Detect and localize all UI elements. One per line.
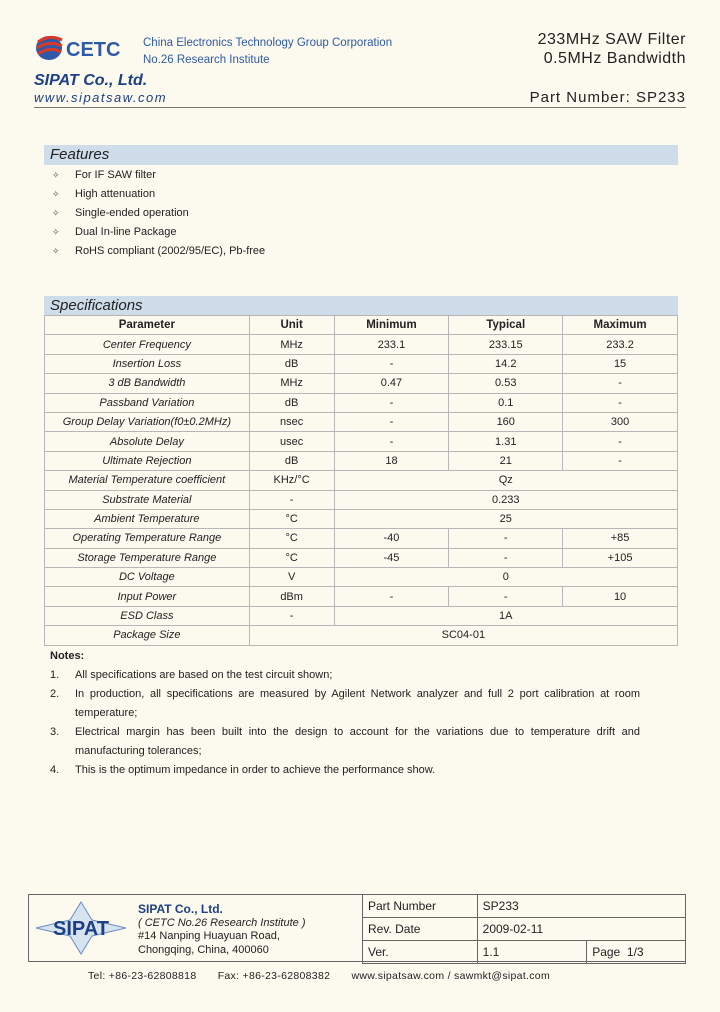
cell-typical: 1.31 bbox=[449, 432, 563, 451]
diamond-bullet-icon: ✧ bbox=[52, 189, 60, 199]
cell-minimum: - bbox=[334, 587, 449, 606]
cell-parameter: Group Delay Variation(f0±0.2MHz) bbox=[45, 412, 250, 431]
version-label: Ver. bbox=[363, 941, 478, 964]
table-row bbox=[45, 587, 678, 606]
organization-name bbox=[143, 35, 392, 69]
cell-minimum: -45 bbox=[334, 548, 449, 567]
cell-minimum: - bbox=[334, 354, 449, 373]
cell-parameter: Center Frequency bbox=[45, 335, 250, 354]
cell-typical: - bbox=[449, 548, 563, 567]
table-row bbox=[45, 529, 678, 548]
feature-item bbox=[52, 223, 265, 242]
footer-company bbox=[138, 903, 306, 957]
cell-maximum: - bbox=[563, 451, 678, 470]
notes bbox=[50, 647, 640, 780]
rev-date-label: Rev. Date bbox=[363, 918, 478, 941]
note-item bbox=[50, 685, 640, 723]
cell-unit: °C bbox=[249, 509, 334, 528]
cell-parameter: Material Temperature coefficient bbox=[45, 471, 250, 490]
features-list bbox=[52, 166, 265, 261]
note-number: 2. bbox=[50, 688, 60, 700]
cell-unit: V bbox=[249, 568, 334, 587]
part-number-value: SP233 bbox=[477, 895, 685, 918]
footer-address-line1: #14 Nanping Huayuan Road, bbox=[138, 930, 280, 942]
header-typical: Typical bbox=[449, 316, 563, 335]
cell-typical: 233.15 bbox=[449, 335, 563, 354]
cell-typical: 160 bbox=[449, 412, 563, 431]
table-row bbox=[45, 335, 678, 354]
table-row bbox=[45, 451, 678, 470]
cell-typical: - bbox=[449, 529, 563, 548]
cell-unit: - bbox=[249, 606, 334, 625]
cell-maximum: - bbox=[563, 393, 678, 412]
cell-parameter: Storage Temperature Range bbox=[45, 548, 250, 567]
sipat-logo-text: SIPAT bbox=[53, 918, 109, 940]
cell-minimum: - bbox=[334, 412, 449, 431]
note-number: 1. bbox=[50, 669, 60, 681]
feature-text: For IF SAW filter bbox=[75, 169, 156, 181]
cell-value-merged: 1A bbox=[334, 606, 677, 625]
organization-line2: No.26 Research Institute bbox=[143, 54, 270, 66]
features-heading: Features bbox=[44, 145, 678, 165]
header-minimum: Minimum bbox=[334, 316, 449, 335]
contact-tel: Tel: +86-23-62808818 bbox=[88, 970, 197, 982]
feature-text: RoHS compliant (2002/95/EC), Pb-free bbox=[75, 245, 266, 257]
diamond-bullet-icon: ✧ bbox=[52, 170, 60, 180]
note-text: This is the optimum impedance in order to achieve the performance show. bbox=[75, 764, 436, 776]
table-row bbox=[45, 471, 678, 490]
company-website[interactable]: www.sipatsaw.com bbox=[34, 90, 168, 105]
cetc-logo bbox=[34, 30, 134, 66]
table-row bbox=[45, 548, 678, 567]
diamond-bullet-icon: ✧ bbox=[52, 208, 60, 218]
diamond-bullet-icon: ✧ bbox=[52, 227, 60, 237]
cell-typical: 0.53 bbox=[449, 374, 563, 393]
cell-value-merged: Qz bbox=[334, 471, 677, 490]
cell-parameter: 3 dB Bandwidth bbox=[45, 374, 250, 393]
document-info-table bbox=[362, 894, 686, 964]
cell-unit: dB bbox=[249, 393, 334, 412]
cell-parameter: Package Size bbox=[45, 626, 250, 645]
diamond-bullet-icon: ✧ bbox=[52, 246, 60, 256]
cell-unit: KHz/°C bbox=[249, 471, 334, 490]
cell-parameter: Passband Variation bbox=[45, 393, 250, 412]
header-divider bbox=[34, 107, 686, 108]
cell-maximum: - bbox=[563, 374, 678, 393]
header-maximum: Maximum bbox=[563, 316, 678, 335]
feature-item bbox=[52, 185, 265, 204]
feature-item bbox=[52, 204, 265, 223]
product-line2: 0.5MHz Bandwidth bbox=[543, 50, 686, 67]
version-value: 1.1 bbox=[477, 941, 587, 964]
product-title bbox=[538, 30, 686, 68]
cell-unit: MHz bbox=[249, 374, 334, 393]
cell-unit: °C bbox=[249, 529, 334, 548]
cell-minimum: -40 bbox=[334, 529, 449, 548]
cell-minimum: 18 bbox=[334, 451, 449, 470]
notes-heading: Notes: bbox=[50, 650, 85, 662]
cell-value-merged: 0.233 bbox=[334, 490, 677, 509]
table-row bbox=[45, 412, 678, 431]
company-name: SIPAT Co., Ltd. bbox=[34, 72, 148, 89]
footer-company-subtitle: ( CETC No.26 Research Institute ) bbox=[138, 916, 306, 929]
cell-minimum: - bbox=[334, 393, 449, 412]
note-text: All specifications are based on the test circuit shown; bbox=[75, 669, 333, 681]
cell-parameter: DC Voltage bbox=[45, 568, 250, 587]
cell-maximum: +105 bbox=[563, 548, 678, 567]
table-row bbox=[45, 354, 678, 373]
cell-parameter: Absolute Delay bbox=[45, 432, 250, 451]
cell-typical: 0.1 bbox=[449, 393, 563, 412]
table-row bbox=[45, 432, 678, 451]
cell-maximum: 15 bbox=[563, 354, 678, 373]
cell-unit: nsec bbox=[249, 412, 334, 431]
cell-maximum: - bbox=[563, 432, 678, 451]
specifications-heading: Specifications bbox=[44, 296, 678, 316]
cell-unit: MHz bbox=[249, 335, 334, 354]
cell-parameter: Operating Temperature Range bbox=[45, 529, 250, 548]
cell-unit: usec bbox=[249, 432, 334, 451]
feature-text: Single-ended operation bbox=[75, 207, 189, 219]
note-text: In production, all specifications are measured by Agilent Network analyzer and full 2 port calibration at room temperature; bbox=[75, 688, 640, 719]
part-number: Part Number: SP233 bbox=[529, 89, 686, 106]
part-number-label: Part Number bbox=[363, 895, 478, 918]
cell-parameter: Insertion Loss bbox=[45, 354, 250, 373]
cell-typical: - bbox=[449, 587, 563, 606]
note-number: 4. bbox=[50, 764, 60, 776]
cell-maximum: 233.2 bbox=[563, 335, 678, 354]
cell-value-merged: 25 bbox=[334, 509, 677, 528]
table-row bbox=[45, 626, 678, 645]
contact-web-email[interactable]: www.sipatsaw.com / sawmkt@sipat.com bbox=[351, 970, 550, 982]
table-row bbox=[45, 568, 678, 587]
cell-parameter: Input Power bbox=[45, 587, 250, 606]
note-number: 3. bbox=[50, 726, 60, 738]
cell-parameter: Ambient Temperature bbox=[45, 509, 250, 528]
feature-item bbox=[52, 242, 265, 261]
feature-item bbox=[52, 166, 265, 185]
cetc-logo-text: CETC bbox=[66, 39, 121, 61]
cell-value-merged: 0 bbox=[334, 568, 677, 587]
cell-unit: dB bbox=[249, 354, 334, 373]
page-value: 1/3 bbox=[626, 945, 644, 959]
table-row bbox=[45, 393, 678, 412]
page-indicator bbox=[587, 941, 686, 964]
table-row bbox=[45, 606, 678, 625]
page-label: Page bbox=[592, 945, 621, 959]
specifications-table bbox=[44, 315, 678, 646]
cell-unit: dB bbox=[249, 451, 334, 470]
cell-typical: 21 bbox=[449, 451, 563, 470]
product-line1: 233MHz SAW Filter bbox=[537, 31, 686, 48]
cell-maximum: +85 bbox=[563, 529, 678, 548]
footer-address-line2: Chongqing, China, 400060 bbox=[138, 943, 269, 956]
feature-text: High attenuation bbox=[75, 188, 156, 200]
note-item bbox=[50, 666, 640, 685]
cell-value-merged: SC04-01 bbox=[249, 626, 677, 645]
cell-parameter: Substrate Material bbox=[45, 490, 250, 509]
feature-text: Dual In-line Package bbox=[75, 226, 177, 238]
cell-parameter: ESD Class bbox=[45, 606, 250, 625]
note-item bbox=[50, 761, 640, 780]
table-row bbox=[45, 374, 678, 393]
sipat-logo bbox=[34, 900, 128, 956]
cell-minimum: 0.47 bbox=[334, 374, 449, 393]
note-item bbox=[50, 723, 640, 761]
cell-unit: °C bbox=[249, 548, 334, 567]
cell-unit: dBm bbox=[249, 587, 334, 606]
organization-line1: China Electronics Technology Group Corporation bbox=[143, 37, 393, 49]
header-parameter: Parameter bbox=[45, 316, 250, 335]
cell-typical: 14.2 bbox=[449, 354, 563, 373]
footer-company-name: SIPAT Co., Ltd. bbox=[138, 902, 223, 916]
table-header-row bbox=[45, 316, 678, 335]
table-row bbox=[45, 509, 678, 528]
cell-minimum: 233.1 bbox=[334, 335, 449, 354]
cell-unit: - bbox=[249, 490, 334, 509]
cell-parameter: Ultimate Rejection bbox=[45, 451, 250, 470]
cell-maximum: 10 bbox=[563, 587, 678, 606]
cell-maximum: 300 bbox=[563, 412, 678, 431]
note-text: Electrical margin has been built into the design to account for the variations due to temperature drift and manufacturing tolerances; bbox=[75, 726, 640, 757]
cell-minimum: - bbox=[334, 432, 449, 451]
rev-date-value: 2009-02-11 bbox=[477, 918, 685, 941]
header-unit: Unit bbox=[249, 316, 334, 335]
contact-fax: Fax: +86-23-62808382 bbox=[217, 970, 331, 982]
table-row bbox=[45, 490, 678, 509]
contact-line bbox=[88, 970, 568, 982]
